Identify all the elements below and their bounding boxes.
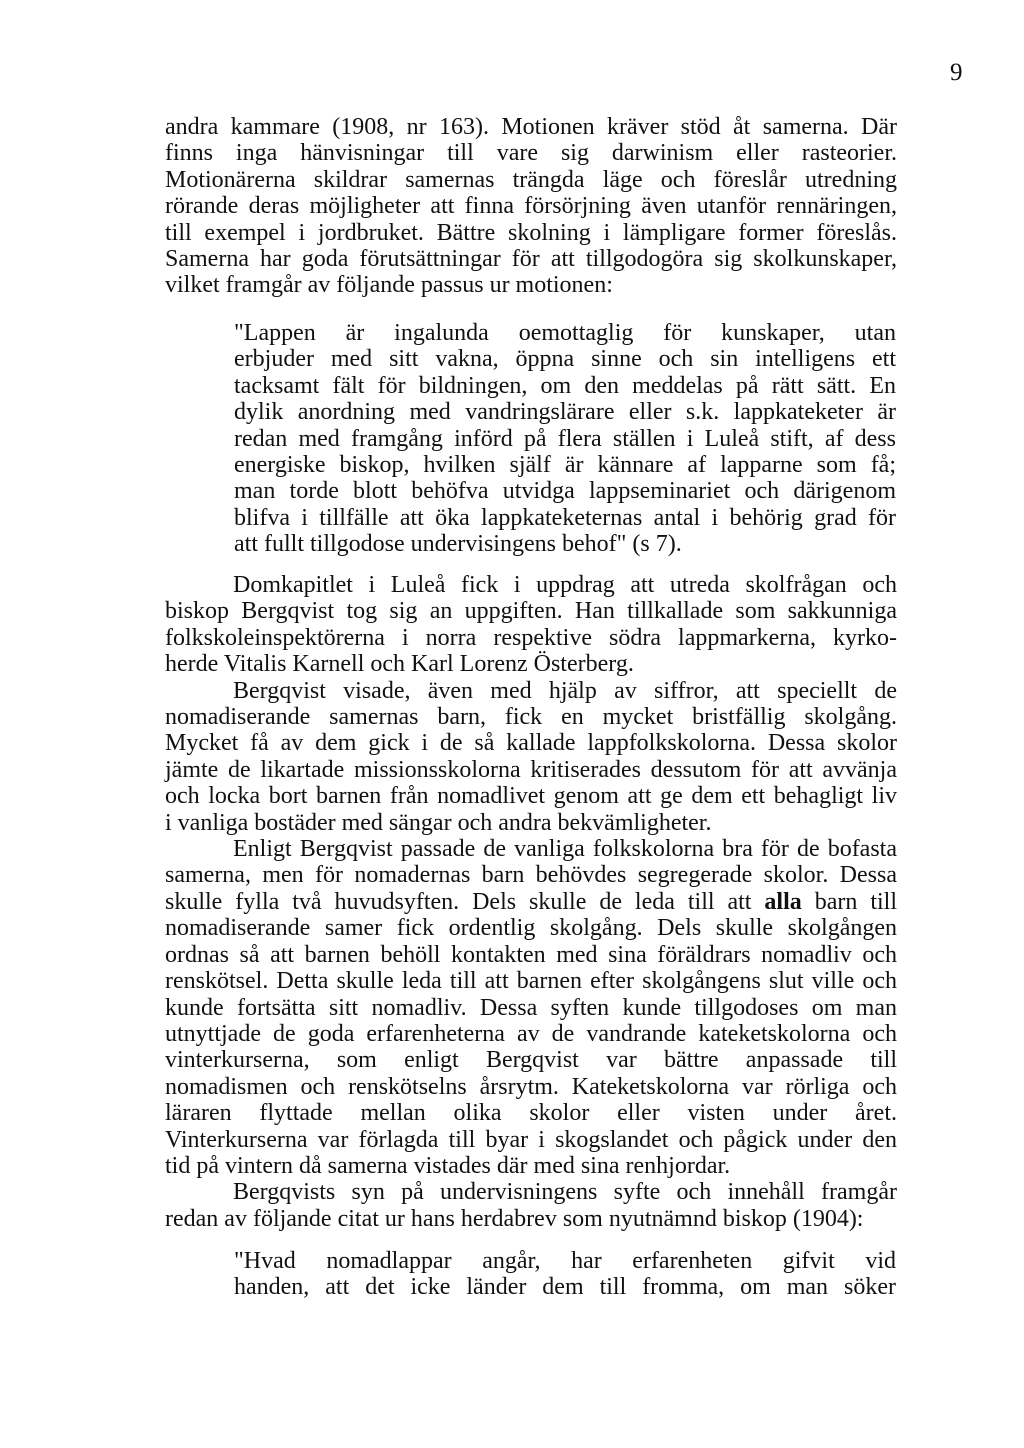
quote-line: tacksamt fält för bildningen, om den meddelas på rätt sätt. En	[234, 372, 896, 399]
text-line: till exempel i jordbruket. Bättre skolning i lämpligare former föreslås.	[165, 219, 897, 246]
text-line: i vanliga bostäder med sängar och andra bekvämligheter.	[165, 809, 712, 836]
quote-line: "Hvad nomadlappar angår, har erfarenheten gifvit vid	[234, 1248, 896, 1274]
quote-line: handen, att det icke länder dem till fromma, om man söker	[234, 1274, 896, 1301]
paragraph-first-line	[165, 678, 897, 704]
emphasis-word: alla	[764, 888, 802, 915]
text-line: tid på vintern då samerna vistades där med sina renhjordar.	[165, 1152, 731, 1179]
text-line: nomadismen och renskötselns årsrytm. Kateketskolorna var rörliga och	[165, 1073, 897, 1100]
text-line: vinterkurserna, som enligt Bergqvist var bättre anpassade till	[165, 1047, 897, 1074]
text-line: vilket framgår av följande passus ur motionen:	[165, 272, 613, 299]
quote-line: man torde blott behöfva utvidga lappseminariet och därigenom	[234, 478, 896, 505]
text-line: folkskoleinspektörerna i norra respektive södra lappmarkerna, kyrko-	[165, 624, 897, 651]
text-line: läraren flyttade mellan olika skolor eller visten under året.	[165, 1100, 897, 1127]
paragraph-first-line	[165, 1179, 897, 1205]
text-span: Enligt Bergqvist passade de vanliga folkskolorna bra för de bofasta	[233, 836, 897, 863]
text-line: Motionärerna skildrar samernas trängda läge och föreslår utredning	[165, 166, 897, 193]
text-span: Domkapitlet i Luleå fick i uppdrag att utreda skolfrågan och	[233, 572, 897, 598]
text-line: Vinterkurserna var förlagda till byar i skogslandet och pågick under den	[165, 1126, 897, 1153]
text-span: barn till	[814, 888, 897, 915]
quote-line: "Lappen är ingalunda oemottaglig för kunskaper, utan	[234, 320, 896, 346]
text-line: renskötsel. Detta skulle leda till att barnen efter skolgångens slut ville och	[165, 968, 897, 995]
quote-line: redan med framgång införd på flera ställen i Luleå stift, af dess	[234, 425, 896, 452]
body-text	[165, 572, 897, 1232]
text-span: Bergqvists syn på undervisningens syfte och innehåll framgår	[233, 1179, 897, 1206]
text-span: skulle fylla två huvudsyften. Dels skulle de leda till att	[165, 888, 752, 915]
quote-line: att fullt tillgodose undervisingens behof" (s 7).	[234, 531, 682, 558]
text-line: rörande deras möjligheter att finna försörjning även utanför rennäringen,	[165, 193, 897, 220]
text-line: Samerna har goda förutsättningar för att tillgodogöra sig skolkunskaper,	[165, 246, 897, 273]
text-line: herde Vitalis Karnell och Karl Lorenz Österberg.	[165, 651, 634, 678]
text-line: samerna, men för nomadernas barn behövdes segregerade skolor. Dessa	[165, 862, 897, 889]
quote-line: blifva i tillfälle att öka lappkateketernas antal i behörig grad för	[234, 504, 896, 531]
text-line: utnyttjade de goda erfarenheterna av de vandrande kateketskolorna och	[165, 1020, 897, 1047]
quote-line: dylik anordning med vandringslärare eller s.k. lappkateketer är	[234, 399, 896, 426]
quote-line: erbjuder med sitt vakna, öppna sinne och sin intelligens ett	[234, 346, 896, 373]
text-line: andra kammare (1908, nr 163). Motionen kräver stöd åt samerna. Där	[165, 114, 897, 140]
block-quote-motion	[234, 320, 896, 558]
text-line: ordnas så att barnen behöll kontakten med sina föräldrars nomadliv och	[165, 941, 897, 968]
paragraph-first-line	[165, 572, 897, 598]
text-line: och locka bort barnen från nomadlivet genom att ge dem ett behagligt liv	[165, 783, 897, 810]
intro-paragraph	[165, 114, 897, 299]
text-line: Mycket få av dem gick i de så kallade lappfolkskolorna. Dessa skolor	[165, 730, 897, 757]
block-quote-herdabrev	[234, 1248, 896, 1301]
text-line: nomadiserande samernas barn, fick en mycket bristfällig skolgång.	[165, 704, 897, 731]
text-line: jämte de likartade missionsskolorna kritiserades dessutom för att avvänja	[165, 756, 897, 783]
quote-line: energiske biskop, hvilken själf är kännare af lapparne som få;	[234, 452, 896, 479]
text-line	[165, 889, 897, 915]
text-line: biskop Bergqvist tog sig an uppgiften. Han tillkallade som sakkunniga	[165, 598, 897, 625]
text-line: kunde fortsätta sitt nomadliv. Dessa syften kunde tillgodoses om man	[165, 994, 897, 1021]
text-span: Bergqvist visade, även med hjälp av siffror, att speciellt de	[233, 677, 897, 704]
text-line: finns inga hänvisningar till vare sig darwinism eller rasteorier.	[165, 140, 897, 167]
text-line: nomadiserande samer fick ordentlig skolgång. Dels skulle skolgången	[165, 915, 897, 942]
paragraph-first-line	[165, 836, 897, 862]
text-line: redan av följande citat ur hans herdabrev som nyutnämnd biskop (1904):	[165, 1205, 864, 1232]
page-number: 9	[950, 59, 963, 86]
